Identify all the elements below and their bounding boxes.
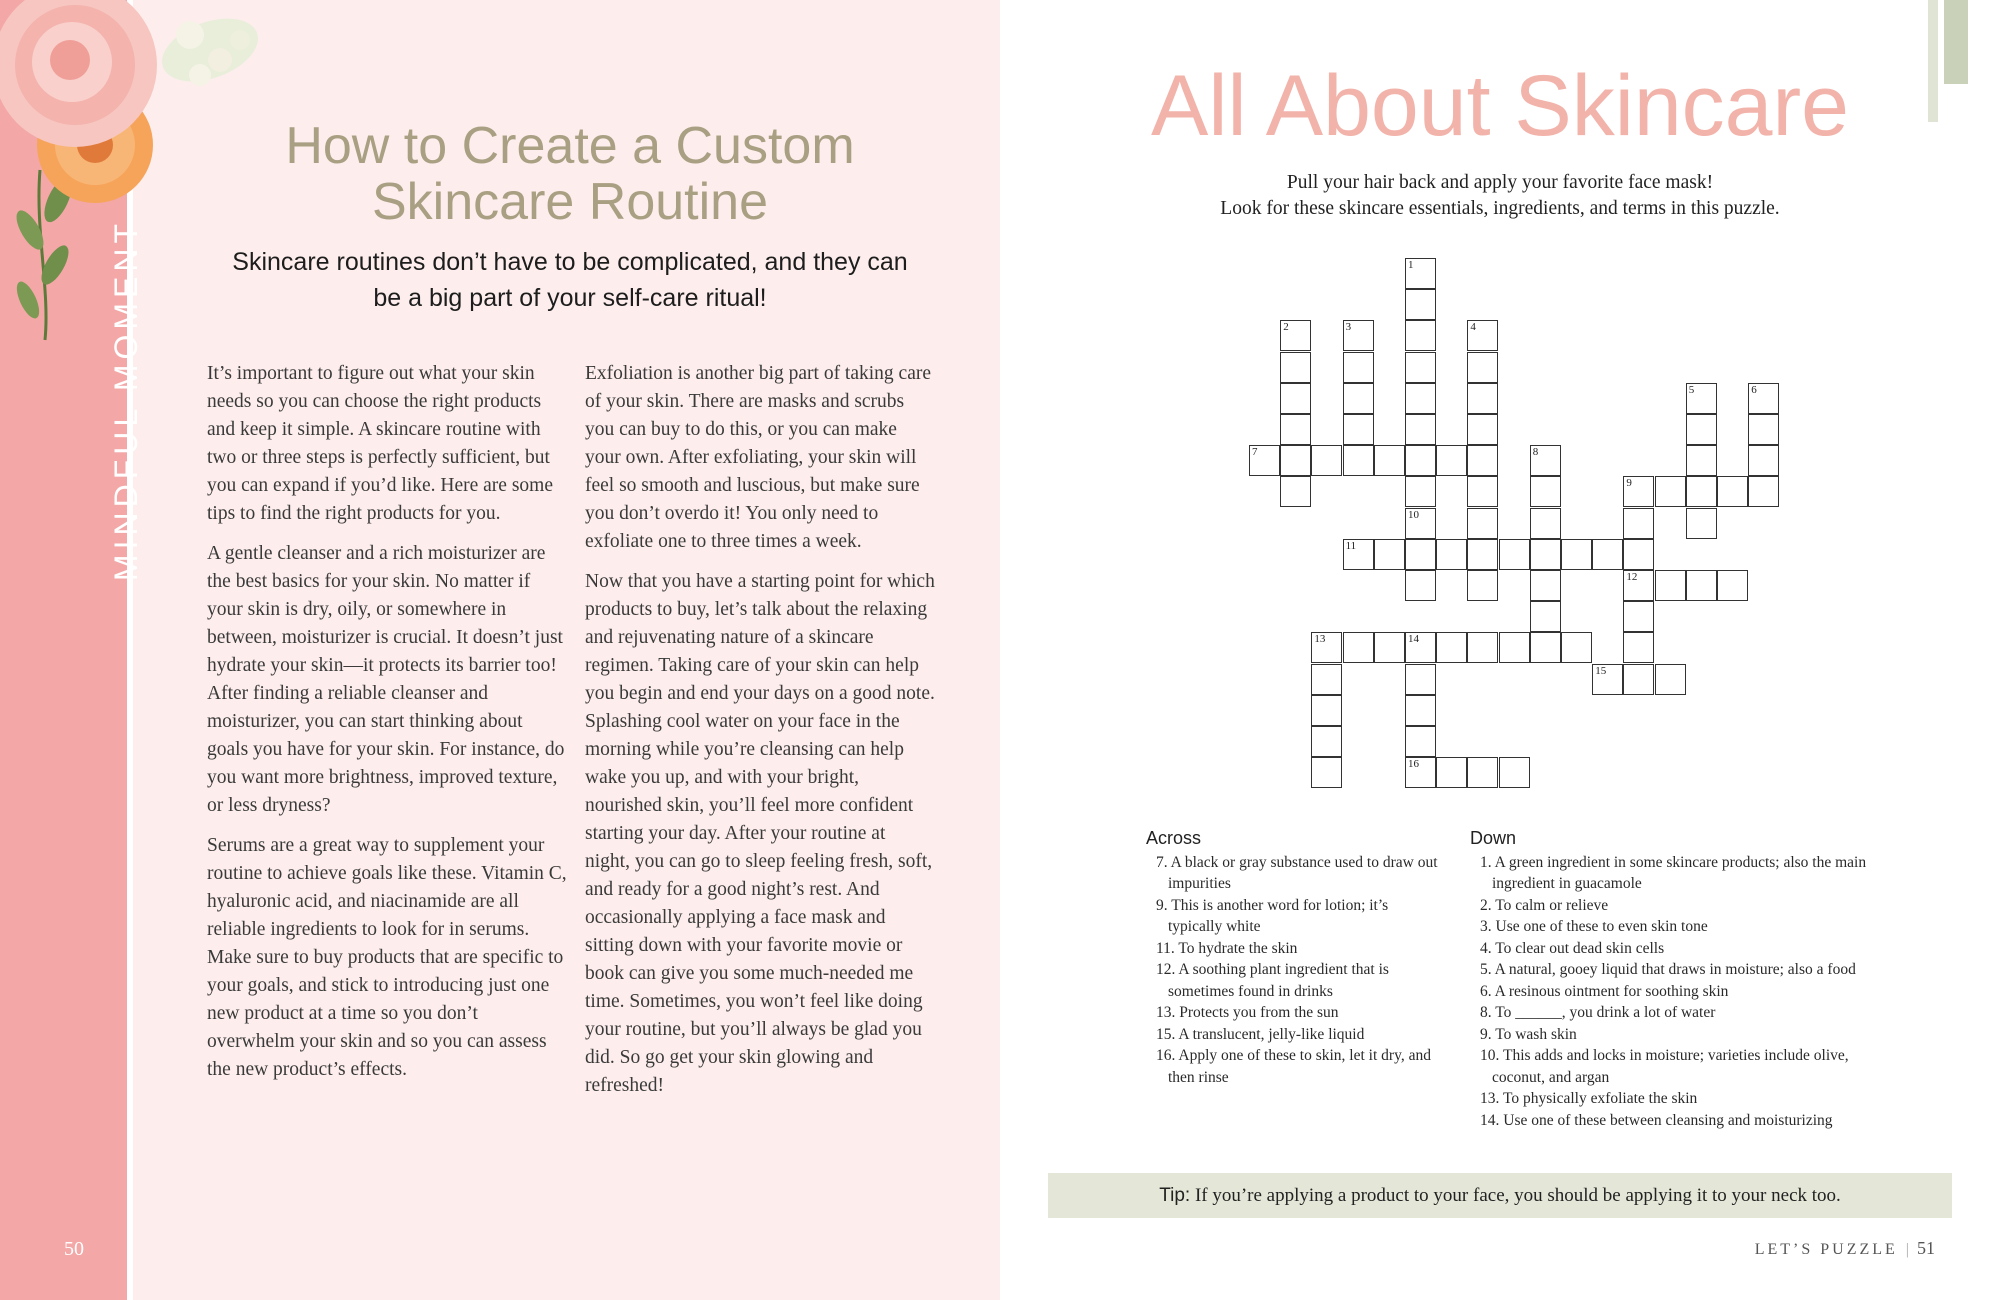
crossword-cell[interactable] — [1467, 570, 1498, 601]
crossword-cell[interactable] — [1748, 414, 1779, 445]
paragraph: Now that you have a starting point for which products to buy, let’s talk about the relaxing and rejuvenating nature of a skincare regimen. Taking care of your skin can help you begin and end your days on a good note. Splashing cool water on your face in the morning while you’re cleansing can help wake you up, and with your bright, nourished skin, you’ll feel more confident starting your day. After your routine at night, you can go to sleep feeling fresh, soft, and ready for a good night’s rest. And occasionally applying a face mask and sitting down with your favorite movie or book can give you some much-needed me time. Sometimes, you won’t feel like doing your routine, but you’ll always be glad you did. So go get your skin glowing and refreshed! — [585, 571, 935, 1096]
across-clues — [1146, 828, 1446, 1088]
paragraph: Serums are a great way to supplement your routine to achieve goals like these. Vitamin C, hyaluronic acid, and niacinamide are all reliable ingredients to look for in serums. Make sure to buy products that are specific to your goals, and stick to introducing just one new product at a time so you don’t overwhelm your skin and so you can assess the new product’s effects. — [207, 835, 567, 1080]
clue-number: 16 — [1408, 758, 1419, 771]
clue-number: 13 — [1314, 633, 1326, 646]
crossword-cell[interactable] — [1467, 757, 1498, 788]
crossword-cell[interactable] — [1686, 414, 1717, 445]
crossword-cell[interactable] — [1467, 352, 1498, 383]
crossword-cell[interactable] — [1592, 664, 1623, 695]
clue: 8. To ______, you drink a lot of water — [1480, 1004, 1716, 1021]
crossword-cell[interactable] — [1530, 601, 1561, 632]
crossword-cell[interactable] — [1530, 632, 1561, 663]
crossword-cell[interactable] — [1405, 289, 1436, 320]
crossword-cell[interactable] — [1623, 601, 1654, 632]
crossword-cell[interactable] — [1343, 445, 1374, 476]
paragraph: It’s important to figure out what your skin needs so you can choose the right products and keep it simple. A skincare routine with two or three steps is perfectly sufficient, but you can expand if you’d like. Here are some tips to find the right products for you. — [207, 363, 553, 524]
intro-line: Look for these skincare essentials, ingredients, and terms in this puzzle. — [1220, 198, 1780, 219]
crossword-cell[interactable] — [1530, 445, 1561, 476]
clue-number: 2 — [1283, 321, 1289, 334]
crossword-cell[interactable] — [1655, 570, 1686, 601]
clue: 1. A green ingredient in some skincare products; also the main ingredient in guacamole — [1480, 853, 1867, 892]
article-column-1 — [207, 360, 567, 1096]
tip-banner — [1048, 1173, 1952, 1218]
crossword-cell[interactable] — [1623, 664, 1654, 695]
section-name: LET’S PUZZLE — [1754, 1241, 1898, 1258]
crossword-cell[interactable] — [1311, 632, 1342, 663]
clue: 15. A translucent, jelly-like liquid — [1156, 1025, 1365, 1043]
crossword-cell[interactable] — [1374, 632, 1405, 663]
crossword-cell[interactable] — [1280, 414, 1311, 445]
crossword-cell[interactable] — [1343, 352, 1374, 383]
crossword-cell[interactable] — [1343, 383, 1374, 414]
clue: 5. A natural, gooey liquid that draws in moisture; also a food — [1480, 961, 1856, 978]
crossword-cell[interactable] — [1311, 445, 1342, 476]
clue-number: 15 — [1595, 664, 1607, 677]
crossword-cell[interactable] — [1467, 508, 1498, 539]
crossword-cell[interactable] — [1405, 445, 1436, 476]
crossword-cell[interactable] — [1623, 508, 1654, 539]
clue: 4. To clear out dead skin cells — [1480, 939, 1665, 957]
down-clues — [1470, 828, 1870, 1131]
crossword-cell[interactable] — [1623, 476, 1654, 507]
clue: 14. Use one of these between cleansing and moisturizing — [1480, 1111, 1833, 1129]
clue: 16. Apply one of these to skin, let it dry, and then rinse — [1156, 1047, 1431, 1086]
crossword-cell[interactable] — [1686, 383, 1717, 414]
crossword-cell[interactable] — [1467, 320, 1498, 351]
crossword-cell[interactable] — [1561, 539, 1592, 570]
crossword-cell[interactable] — [1249, 445, 1280, 476]
crossword-cell[interactable] — [1467, 632, 1498, 663]
crossword-cell[interactable] — [1280, 476, 1311, 507]
crossword-cell[interactable] — [1686, 570, 1717, 601]
crossword-cell[interactable] — [1592, 539, 1623, 570]
crossword-cell[interactable] — [1623, 539, 1654, 570]
puzzle-intro — [1080, 170, 1920, 222]
clue-number: 11 — [1345, 539, 1357, 552]
crossword-cell[interactable] — [1686, 445, 1717, 476]
crossword-cell[interactable] — [1343, 414, 1374, 445]
crossword-cell[interactable] — [1623, 632, 1654, 663]
clue: 10. This adds and locks in moisture; varieties include olive, coconut, and argan — [1480, 1047, 1849, 1086]
clue-number: 6 — [1751, 383, 1757, 396]
crossword-cell[interactable] — [1405, 726, 1436, 757]
clue: 7. A black or gray substance used to draw out impurities — [1156, 853, 1438, 892]
crossword-cell[interactable] — [1405, 757, 1436, 788]
crossword-cell[interactable] — [1467, 383, 1498, 414]
clue: 3. Use one of these to even skin tone — [1480, 918, 1708, 935]
crossword-cell[interactable] — [1405, 320, 1436, 351]
crossword-cell[interactable] — [1686, 476, 1717, 507]
crossword-cell[interactable] — [1467, 414, 1498, 445]
crossword-cell[interactable] — [1280, 320, 1311, 351]
clue-number: 7 — [1252, 446, 1258, 459]
crossword-cell[interactable] — [1405, 508, 1436, 539]
clue: 9. To wash skin — [1480, 1025, 1577, 1043]
crossword-cell[interactable] — [1280, 445, 1311, 476]
crossword-cell[interactable] — [1467, 445, 1498, 476]
paragraph: A gentle cleanser and a rich moisturizer are the best basics for your skin. No matter if your skin is dry, oily, or somewhere in between, moisturizer is crucial. It doesn’t just hydrate your skin—it protects its barrier too! After finding a reliable cleanser and moisturizer, you can start thinking about goals you have for your skin. For instance, do you want more brightness, improved texture, or less dryness? — [207, 543, 565, 816]
paragraph: Exfoliation is another big part of taking care of your skin. There are masks and scrubs you can buy to do this, or you can make your own. After exfoliating, your skin will feel so smooth and luscious, but make sure you don’t overdo it! You only need to exfoliate one to three times a week. — [585, 363, 932, 552]
crossword-cell[interactable] — [1405, 258, 1436, 289]
crossword-cell[interactable] — [1499, 539, 1530, 570]
crossword-cell[interactable] — [1280, 352, 1311, 383]
clue: 12. A soothing plant ingredient that is sometimes found in drinks — [1156, 961, 1389, 1000]
clue-number: 8 — [1532, 446, 1539, 459]
crossword-cell[interactable] — [1748, 476, 1779, 507]
crossword-cell[interactable] — [1655, 664, 1686, 695]
clue-number: 3 — [1345, 321, 1352, 334]
clue: 13. Protects you from the sun — [1156, 1004, 1339, 1021]
page-number-right: 51 — [1917, 1238, 1935, 1258]
crossword-cell[interactable] — [1374, 445, 1405, 476]
crossword-cell[interactable] — [1467, 539, 1498, 570]
crossword-cell[interactable] — [1436, 632, 1467, 663]
clue: 6. A resinous ointment for soothing skin — [1480, 982, 1729, 1000]
clue: 9. This is another word for lotion; it’s typically white — [1156, 896, 1389, 935]
clue: 11. To hydrate the skin — [1156, 939, 1298, 957]
crossword-cell[interactable] — [1686, 508, 1717, 539]
crossword-cell[interactable] — [1405, 632, 1436, 663]
article-title: How to Create a Custom Skincare Routine — [285, 117, 855, 231]
clue-number: 10 — [1408, 508, 1419, 521]
crossword-cell[interactable] — [1405, 664, 1436, 695]
crossword-cell[interactable] — [1405, 539, 1436, 570]
tip-label: Tip: — [1159, 1185, 1191, 1206]
puzzle-title: All About Skincare — [1151, 58, 1849, 154]
clue-number: 5 — [1688, 383, 1695, 396]
page-number-left: 50 — [64, 1238, 84, 1260]
across-heading: Across — [1146, 828, 1202, 848]
article-subtitle: Skincare routines don’t have to be complicated, and they can be a big part of your self-care ritual! — [232, 248, 908, 312]
crossword-cell[interactable] — [1405, 414, 1436, 445]
article-column-2 — [585, 360, 935, 1112]
crossword-cell[interactable] — [1343, 632, 1374, 663]
crossword-cell[interactable] — [1280, 383, 1311, 414]
crossword-cell[interactable] — [1311, 695, 1342, 726]
crossword-cell[interactable] — [1405, 352, 1436, 383]
crossword-cell[interactable] — [1561, 632, 1592, 663]
crossword-cell[interactable] — [1436, 757, 1467, 788]
intro-line: Pull your hair back and apply your favorite face mask! — [1286, 172, 1714, 193]
crossword-cell[interactable] — [1436, 445, 1467, 476]
clue: 2. To calm or relieve — [1480, 896, 1609, 914]
clue-number: 14 — [1408, 633, 1419, 646]
crossword-cell[interactable] — [1374, 539, 1405, 570]
crossword-cell[interactable] — [1717, 570, 1748, 601]
crossword-cell[interactable] — [1467, 476, 1498, 507]
clue-number: 4 — [1470, 321, 1476, 334]
crossword-cell[interactable] — [1436, 539, 1467, 570]
crossword-cell[interactable] — [1530, 476, 1561, 507]
clue-number: 1 — [1408, 259, 1414, 271]
crossword-cell[interactable] — [1748, 383, 1779, 414]
page-footer — [1600, 1238, 1935, 1259]
section-label: MINDFUL MOMENT — [108, 218, 144, 582]
crossword-cell[interactable] — [1530, 570, 1561, 601]
crossword-cell[interactable] — [1405, 570, 1436, 601]
crossword-cell[interactable] — [1623, 570, 1654, 601]
crossword-cell[interactable] — [1311, 664, 1342, 695]
clue-number: 9 — [1626, 477, 1632, 490]
crossword-cell[interactable] — [1499, 632, 1530, 663]
crossword-cell[interactable] — [1748, 445, 1779, 476]
crossword-cell[interactable] — [1343, 539, 1374, 570]
crossword-cell[interactable] — [1530, 539, 1561, 570]
crossword-cell[interactable] — [1405, 476, 1436, 507]
crossword-cell[interactable] — [1405, 383, 1436, 414]
footer-separator: | — [1905, 1241, 1909, 1258]
crossword-cell[interactable] — [1405, 695, 1436, 726]
crossword-cell[interactable] — [1499, 757, 1530, 788]
clue: 13. To physically exfoliate the skin — [1480, 1090, 1698, 1107]
crossword-cell[interactable] — [1311, 757, 1342, 788]
crossword-cell[interactable] — [1530, 508, 1561, 539]
down-heading: Down — [1470, 828, 1517, 848]
tip-text: If you’re applying a product to your face, you should be applying it to your neck too. — [1190, 1185, 1841, 1206]
crossword-cell[interactable] — [1655, 476, 1686, 507]
clue-number: 12 — [1626, 571, 1638, 583]
crossword-cell[interactable] — [1311, 726, 1342, 757]
crossword-cell[interactable] — [1343, 320, 1374, 351]
crossword-cell[interactable] — [1717, 476, 1748, 507]
